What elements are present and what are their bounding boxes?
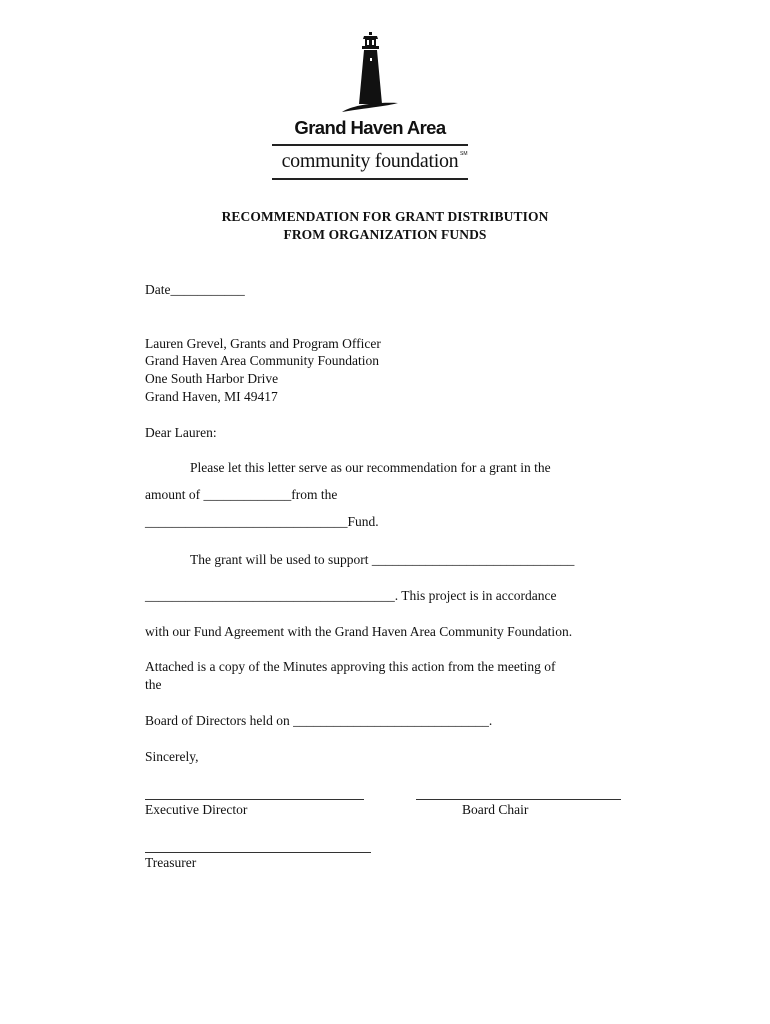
amount-field[interactable]: amount of _____________from the — [145, 487, 338, 502]
recipient-city: Grand Haven, MI 49417 — [145, 389, 278, 404]
salutation: Dear Lauren: — [145, 425, 217, 440]
treasurer-signature-line[interactable] — [145, 852, 371, 853]
treasurer-label: Treasurer — [145, 855, 197, 870]
body-line: Attached is a copy of the Minutes approving this action from the meeting of — [145, 659, 556, 674]
meeting-date-field[interactable]: Board of Directors held on _____________________________. — [145, 713, 493, 728]
foundation-logo — [270, 30, 470, 185]
executive-director-label: Executive Director — [145, 802, 248, 817]
logo-rule-bottom — [272, 178, 468, 180]
logo-rule-top — [272, 144, 468, 146]
board-chair-signature-line[interactable] — [416, 799, 621, 800]
purpose-field-continued[interactable]: _____________________________________. This project is in accordance — [145, 588, 557, 603]
closing: Sincerely, — [145, 749, 199, 764]
body-line: the — [145, 677, 162, 692]
board-chair-label: Board Chair — [462, 802, 529, 817]
service-mark: SM — [460, 151, 468, 157]
purpose-field[interactable]: The grant will be used to support ______________________________ — [190, 552, 575, 567]
logo-subname: community foundation — [281, 150, 459, 172]
fund-name-field[interactable]: ______________________________Fund. — [145, 514, 379, 529]
recipient-name: Lauren Grevel, Grants and Program Officer — [145, 336, 381, 351]
document-title-line2: FROM ORGANIZATION FUNDS — [283, 227, 487, 242]
lighthouse-icon — [270, 30, 470, 115]
document-title-line1: RECOMMENDATION FOR GRANT DISTRIBUTION — [221, 209, 549, 224]
body-line: Please let this letter serve as our recommendation for a grant in the — [190, 460, 551, 475]
date-field[interactable]: Date___________ — [145, 282, 245, 297]
executive-director-signature-line[interactable] — [145, 799, 364, 800]
logo-name: Grand Haven Area — [294, 117, 446, 138]
body-line: with our Fund Agreement with the Grand Haven Area Community Foundation. — [145, 624, 573, 639]
recipient-street: One South Harbor Drive — [145, 371, 279, 386]
recipient-organization: Grand Haven Area Community Foundation — [145, 353, 379, 368]
